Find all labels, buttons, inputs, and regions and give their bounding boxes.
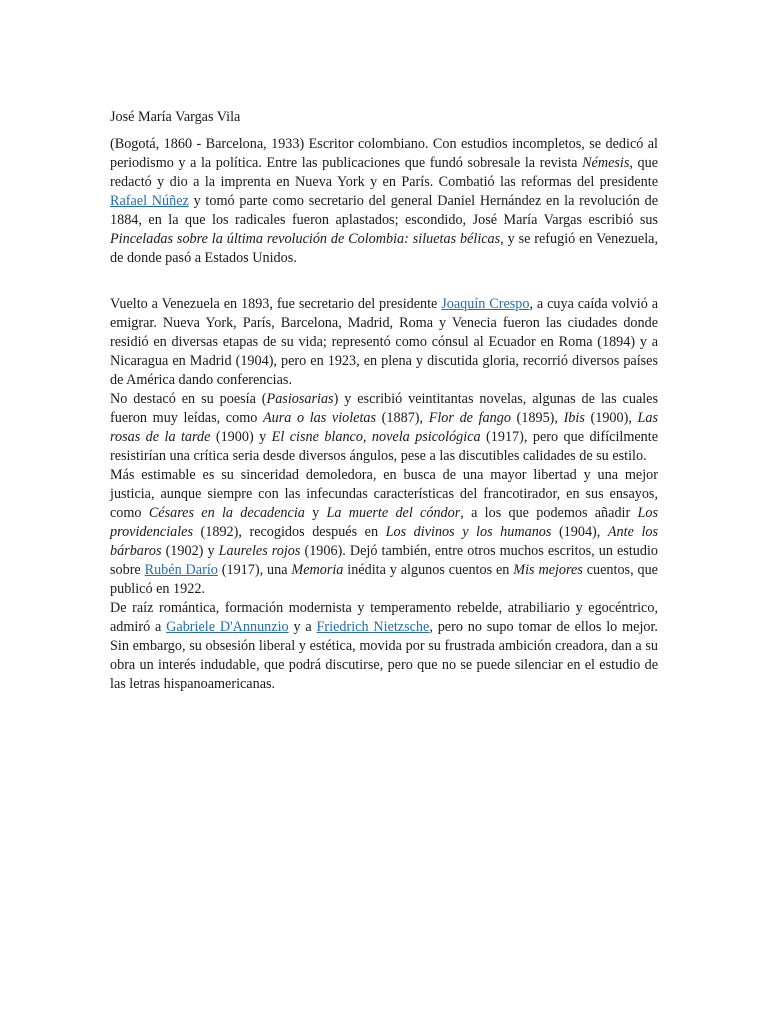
- paragraph-venezuela: [110, 295, 658, 390]
- text-span: , y se refugió en Venezuela, de donde pasó a Estados Unidos.: [110, 231, 658, 266]
- text-span: (1895),: [510, 410, 564, 426]
- text-span: y a: [288, 619, 317, 635]
- text-span: , a los que podemos añadir: [460, 505, 638, 521]
- text-span: No destacó en su poesía (: [110, 391, 267, 407]
- text-span: (1906). Dejó también, entre otros muchos escritos, un estudio sobre: [110, 543, 658, 578]
- link-friedrich-nietzsche[interactable]: Friedrich Nietzsche: [316, 619, 430, 635]
- italic-title: Pasiosarias: [266, 391, 334, 407]
- italic-title: Aura o las violetas: [262, 410, 377, 426]
- article-body: [110, 108, 658, 694]
- text-span: Vuelto a Venezuela en 1893, fue secretario del presidente: [110, 296, 442, 312]
- text-span: (1892), recogidos después en: [193, 524, 386, 540]
- text-span: , que redactó y dio a la imprenta en Nueva York y en París. Combatió las reformas del presidente: [110, 155, 658, 190]
- text-span: (1900),: [584, 410, 638, 426]
- article-title: José María Vargas Vila: [110, 109, 241, 125]
- paragraph-biography-intro: [110, 135, 658, 268]
- text-span: cuentos, que publicó en 1922.: [110, 562, 658, 597]
- link-rafael-nunez[interactable]: Rafael Núñez: [110, 193, 189, 209]
- text-span: (1902) y: [161, 543, 219, 559]
- italic-title: El cisne blanco, novela psicológica: [271, 429, 481, 445]
- italic-title-pinceladas: Pinceladas sobre la última revolución de Colombia: siluetas bélicas: [110, 231, 501, 247]
- link-gabriele-dannunzio[interactable]: Gabriele D'Annunzio: [166, 619, 289, 635]
- text-span: , a cuya caída volvió a emigrar. Nueva York, París, Barcelona, Madrid, Roma y Venecia fueron las ciudades donde residió en diversas etapas de su vida; representó como cónsul al Ecuador en Roma (1894) y a Nicaragua en Madrid (1904), pero en 1923, en plena y discutida gloria, recorrió diversos países de América dando conferencias.: [110, 296, 658, 388]
- paragraph-assessment: [110, 599, 658, 694]
- italic-title: La muerte del cóndor: [326, 505, 461, 521]
- italic-title: Ante los bárbaros: [110, 524, 658, 559]
- text-span: (1917), pero que difícilmente resistirían una crítica seria desde diversos ángulos, pese a las discutibles calidades de su estilo.: [110, 429, 658, 464]
- text-span: , pero no supo tomar de ellos lo mejor. Sin embargo, su obsesión liberal y estética, movida por su frustrada ambición creadora, dan a su obra un interés indudable, que podrá discutirse, pero que no se puede silenciar en el estudio de las letras hispanoamericanas.: [110, 619, 658, 692]
- text-span: y tomó parte como secretario del general Daniel Hernández en la revolución de 1884, en la que los radicales fueron aplastados; escondido, José María Vargas escribió sus: [110, 193, 658, 228]
- italic-title: Las rosas de la tarde: [110, 410, 659, 445]
- text-span: (1917), una: [217, 562, 292, 578]
- link-joaquin-crespo[interactable]: Joaquín Crespo: [441, 296, 530, 312]
- text-span: y: [304, 505, 327, 521]
- paragraph-novels: [110, 390, 658, 466]
- link-ruben-dario[interactable]: Rubén Darío: [144, 562, 218, 578]
- italic-title: Memoria: [291, 562, 344, 578]
- italic-title: Flor de fango: [428, 410, 511, 426]
- paragraph-essays: [110, 466, 658, 599]
- text-span: (1887),: [376, 410, 429, 426]
- italic-title: Laureles rojos: [218, 543, 301, 559]
- italic-title: Los providenciales: [110, 505, 659, 540]
- italic-title: Los divinos y los humanos: [385, 524, 552, 540]
- italic-title-nemesis: Némesis: [582, 155, 630, 171]
- text-span: Más estimable es su sinceridad demoledora, en busca de una mayor libertad y una mejor justicia, aunque siempre con las infecundas características del francotirador, en sus ensayos, como: [110, 467, 658, 521]
- text-span: ) y escribió veintitantas novelas, algunas de las cuales fueron muy leídas, como: [110, 391, 658, 426]
- text-span: (Bogotá, 1860 - Barcelona, 1933) Escritor colombiano. Con estudios incompletos, se dedicó al periodismo y a la política. Entre las publicaciones que fundó sobresale la revista: [110, 136, 658, 171]
- text-span: inédita y algunos cuentos en: [343, 562, 514, 578]
- italic-title: Ibis: [563, 410, 585, 426]
- italic-title: Césares en la decadencia: [148, 505, 305, 521]
- text-span: (1900) y: [210, 429, 272, 445]
- text-span: De raíz romántica, formación modernista y temperamento rebelde, atrabiliario y egocéntrico, admiró a: [110, 600, 658, 635]
- paragraph-gap: [110, 268, 658, 295]
- text-span: (1904),: [551, 524, 608, 540]
- italic-title: Mis mejores: [513, 562, 583, 578]
